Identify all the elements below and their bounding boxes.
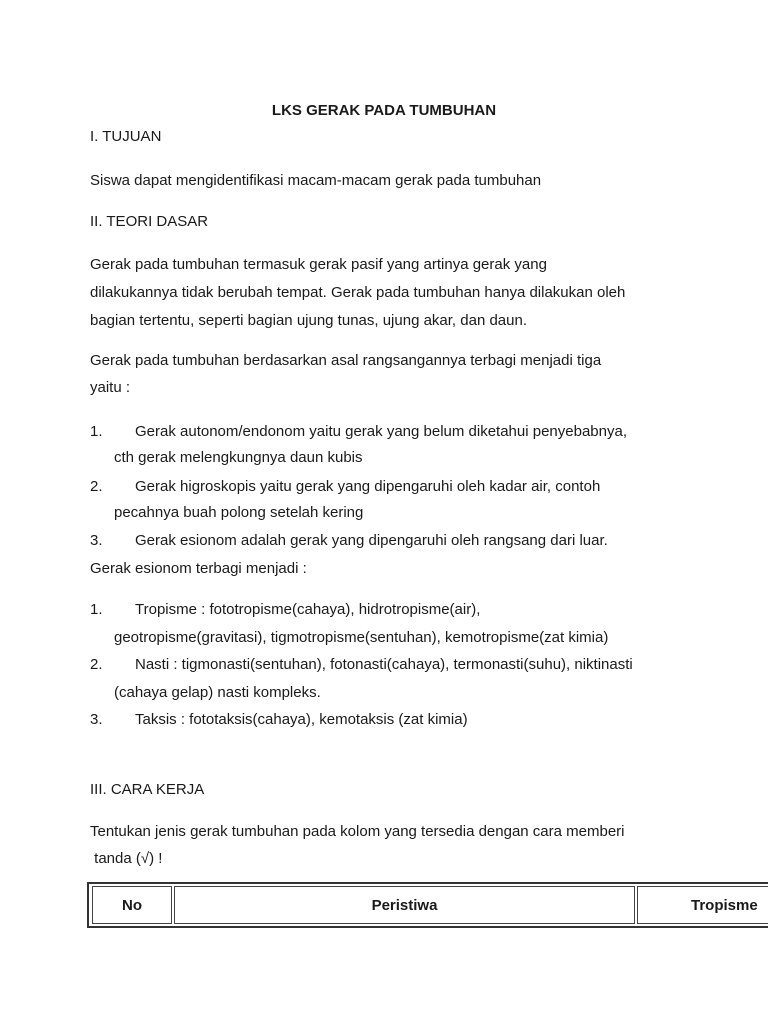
list-number: 1. bbox=[90, 601, 103, 618]
esionom-intro: Gerak esionom terbagi menjadi : bbox=[90, 560, 307, 577]
section-heading-tujuan: I. TUJUAN bbox=[90, 128, 162, 145]
answer-table bbox=[87, 882, 768, 928]
teori-para1-line2: dilakukannya tidak berubah tempat. Gerak pada tumbuhan hanya dilakukan oleh bbox=[90, 284, 626, 301]
list-item-text: Tropisme : fototropisme(cahaya), hidrotropisme(air), bbox=[135, 601, 481, 618]
teori-para2-line1: Gerak pada tumbuhan berdasarkan asal rangsangannya terbagi menjadi tiga bbox=[90, 352, 602, 369]
teori-para2-line2: yaitu : bbox=[90, 379, 131, 396]
list-item-text: Nasti : tigmonasti(sentuhan), fotonasti(cahaya), termonasti(suhu), niktinasti bbox=[135, 656, 633, 673]
table-header-peristiwa: Peristiwa bbox=[174, 886, 635, 924]
list-item-continuation: pecahnya buah polong setelah kering bbox=[114, 504, 364, 521]
list-item-text: Gerak autonom/endonom yaitu gerak yang belum diketahui penyebabnya, bbox=[135, 423, 627, 440]
table-header-tropisme: Tropisme bbox=[637, 886, 768, 924]
teori-para1-line3: bagian tertentu, seperti bagian ujung tunas, ujung akar, dan daun. bbox=[90, 312, 527, 329]
document-title: LKS GERAK PADA TUMBUHAN bbox=[271, 102, 497, 119]
section-heading-cara-kerja: III. CARA KERJA bbox=[90, 781, 205, 798]
table-header-no: No bbox=[92, 886, 172, 924]
instruction-line1: Tentukan jenis gerak tumbuhan pada kolom yang tersedia dengan cara memberi bbox=[90, 823, 625, 840]
list-item-continuation: geotropisme(gravitasi), tigmotropisme(sentuhan), kemotropisme(zat kimia) bbox=[114, 629, 609, 646]
list-item-continuation: (cahaya gelap) nasti kompleks. bbox=[114, 684, 321, 701]
teori-para1-line1: Gerak pada tumbuhan termasuk gerak pasif yang artinya gerak yang bbox=[90, 256, 547, 273]
list-item-text: Gerak higroskopis yaitu gerak yang dipengaruhi oleh kadar air, contoh bbox=[135, 478, 601, 495]
list-number: 3. bbox=[90, 532, 103, 549]
list-number: 2. bbox=[90, 478, 103, 495]
list-item-text: Taksis : fototaksis(cahaya), kemotaksis (zat kimia) bbox=[135, 711, 468, 728]
list-item-continuation: cth gerak melengkungnya daun kubis bbox=[114, 449, 363, 466]
list-item-text: Gerak esionom adalah gerak yang dipengaruhi oleh rangsang dari luar. bbox=[135, 532, 608, 549]
list-number: 2. bbox=[90, 656, 103, 673]
list-number: 1. bbox=[90, 423, 103, 440]
tujuan-text: Siswa dapat mengidentifikasi macam-macam gerak pada tumbuhan bbox=[90, 172, 542, 189]
list-number: 3. bbox=[90, 711, 103, 728]
instruction-line2: tanda (√) ! bbox=[90, 850, 163, 867]
section-heading-teori-dasar: II. TEORI DASAR bbox=[90, 213, 209, 230]
